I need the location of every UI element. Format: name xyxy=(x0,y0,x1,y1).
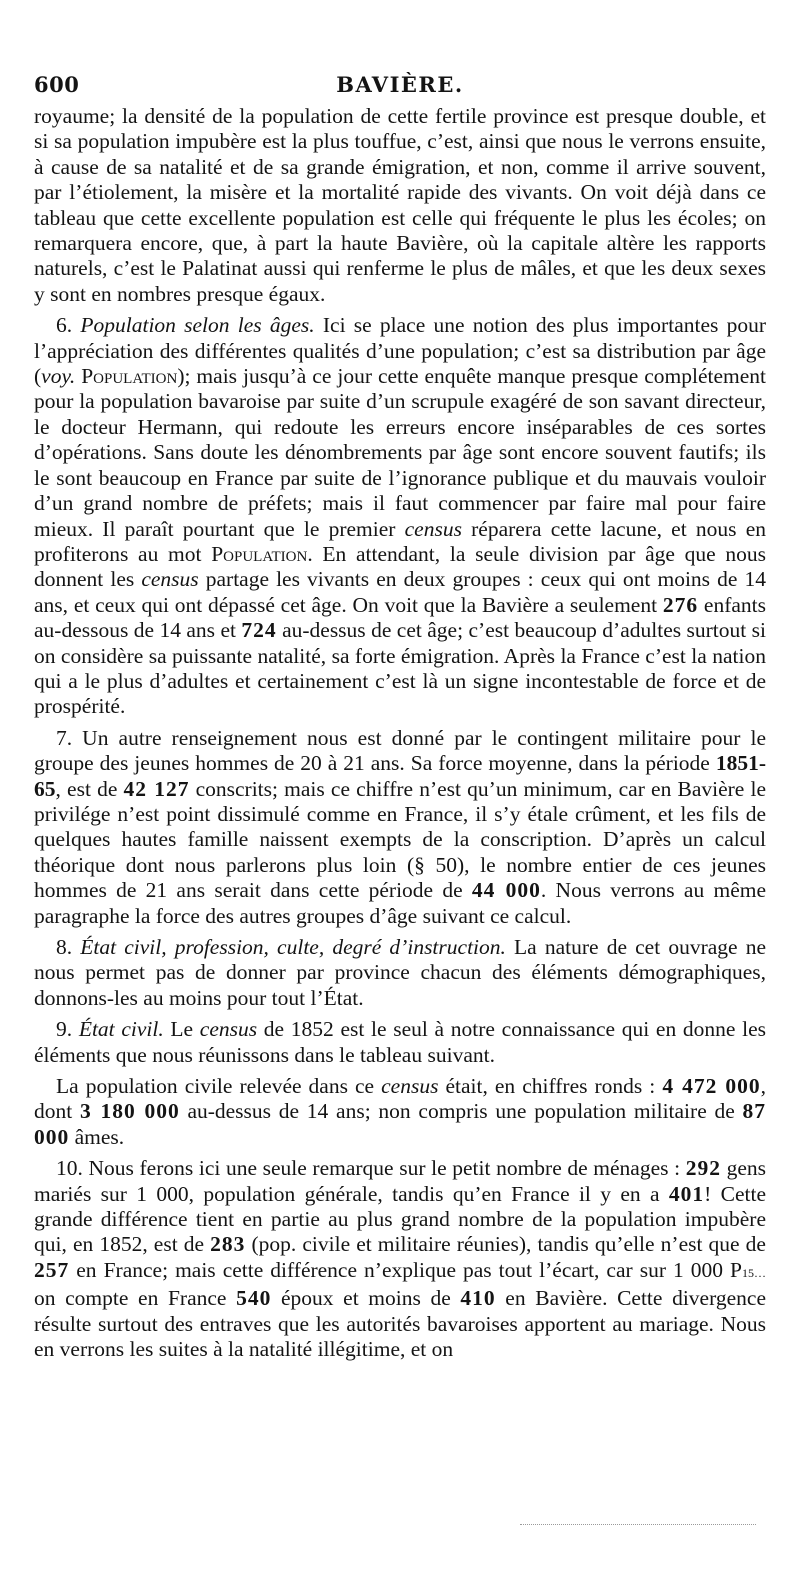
value-children: 276 xyxy=(662,592,699,617)
value-conscripts: 42 127 xyxy=(123,776,190,801)
paragraph-6-ages: 6. Population selon les âges. Ici se place une notion des plus importantes pour l’appréciation des différentes qualités d’une population; c’est sa distribution par âge (voy. Population); mais jusqu’à ce jour cette enquête manque presque complétement pour la population bavaroise par suite d’un scrupule exagéré de son savant directeur, le docteur Hermann, qui redoute les erreurs encore inséparables de ces sortes d’opérations. Sans doute les dénombrements par âge sont encore souvent fautifs; ils le sont beaucoup en France par suite de l’ignorance publique et du mauvais vouloir d’un grand nombre de préfets; mais il faut commencer par faire mal pour faire mieux. Il paraît pourtant que le premier census réparera cette lacune, et nous en profiterons au mot Population. En attendant, la seule division par âge que nous donnent les census partage les vivants en deux groupes : ceux qui ont moins de 14 ans, et ceux qui ont dépassé cet âge. On voit que la Bavière a seulement 276 enfants au-dessous de 14 ans et 724 au-dessus de cet âge; c’est beaucoup d’adultes surtout si on considère sa puissante natalité, sa forte émigration. Après la France c’est la nation qui a le plus d’adultes et certainement c’est là un signe incontestable de force et de prospérité. xyxy=(34,313,767,719)
page-number: 600 xyxy=(34,72,80,97)
page-bottom-rule xyxy=(520,1524,756,1525)
paragraph-7-military: 7. Un autre renseignement nous est donné par le contingent militaire pour le groupe des jeunes hommes de 20 à 21 ans. Sa force moyenne, dans la période 1851-65, est de 42 127 conscrits; mais ce chiffre n’est qu’un minimum, car en Bavière le privilége n’est point dissimulé comme en France, il s’y étale crûment, et les fils de quelques hautes famille naissent exempts de la conscription. D’après un calcul théorique dont nous parlerons plus loin (§ 50), le nombre entier de ces jeunes hommes de 21 ans serait dans cette période de 44 000. Nous verrons au même paragraphe la force des autres groupes d’âge suivant ce calcul. xyxy=(34,725,767,928)
page-header xyxy=(34,70,766,100)
paragraph-8-civil-status: 8. État civil, profession, culte, degré d’instruction. La nature de cet ouvrage ne nous permet pas de donner par province chacun des éléments démographiques, donnons-les au moins pour tout l’État. xyxy=(34,935,766,1010)
value-married: 292 xyxy=(685,1156,721,1181)
running-title: BAVIÈRE. xyxy=(336,72,464,97)
section-title: État civil. xyxy=(78,1017,164,1042)
value-young-men: 44 000 xyxy=(471,878,541,903)
value-over-14: 3 180 000 xyxy=(79,1099,180,1124)
body-text xyxy=(34,104,766,1363)
value-civil-population: 4 472 000 xyxy=(662,1074,761,1099)
value-bavaria-spouses: 410 xyxy=(460,1286,496,1311)
value-impubere: 283 xyxy=(210,1232,246,1257)
paragraph-civil-population: La population civile relevée dans ce census était, en chiffres ronds : 4 472 000, dont 3 180 000 au-dessus de 14 ans; non compris une population militaire de 87 000 âmes. xyxy=(34,1074,767,1149)
value-france-impubere: 257 xyxy=(34,1257,70,1282)
section-title: Population selon les âges. xyxy=(80,313,315,338)
paragraph-continuation: royaume; la densité de la population de cette fertile province est presque double, et si sa population impubère est la plus touffue, c’est, ainsi que nous le verrons ensuite, à cause de sa natalité et de sa grande émigration, et non, comme il arrive souvent, par l’étiolement, la misère et la mortalité rapide des vivants. On voit déjà dans ce tableau que cette excellente population est celle qui fréquente le plus les écoles; on remarquera encore, que, à part la haute Bavière, où la capitale altère les rapports naturels, c’est le Palatinat aussi qui renferme le plus de mâles, et que les deux sexes y sont en nombres presque égaux. xyxy=(34,104,766,306)
value-france-married: 401 xyxy=(668,1181,705,1206)
section-title: État civil, profession, culte, degré d’instruction. xyxy=(80,935,506,959)
value-military-population: 87 000 xyxy=(34,1099,767,1149)
value-adults: 724 xyxy=(241,618,277,643)
value-france-spouses: 540 xyxy=(236,1286,272,1311)
paragraph-9-etat-civil: 9. État civil. Le census de 1852 est le seul à notre connaissance qui en donne les éléments que nous réunissons dans le tableau suivant. xyxy=(34,1017,767,1067)
paragraph-10-households: 10. Nous ferons ici une seule remarque sur le petit nombre de ménages : 292 gens mariés sur 1 000, population générale, tandis qu’en France il y en a 401! Cette grande différence tient en partie au plus grand nombre de la population impubère qui, en 1852, est de 283 (pop. civile et militaire réunies), tandis qu’elle n’est que de 257 en France; mais cette différence n’explique pas tout l’écart, car sur 1 000 P15… on compte en France 540 époux et moins de 410 en Bavière. Cette divergence résulte surtout des entraves que les autorités bavaroises apportent au mariage. Nous en verrons les suites à la natalité illégitime, et on xyxy=(34,1156,766,1362)
